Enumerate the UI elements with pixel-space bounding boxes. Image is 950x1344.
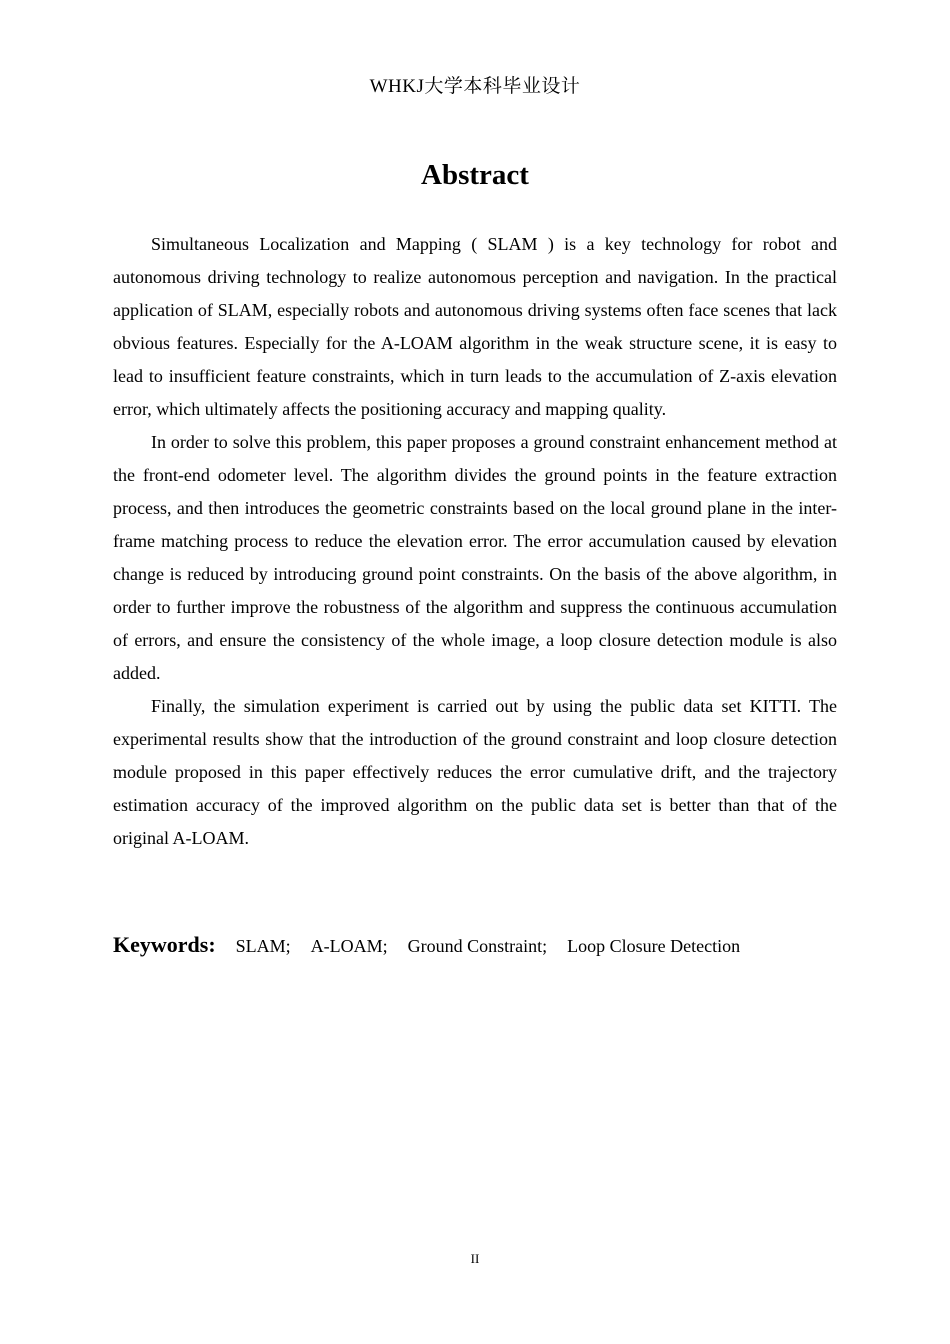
keyword-ground-constraint: Ground Constraint; <box>407 936 548 956</box>
abstract-title: Abstract <box>421 159 529 191</box>
keyword-loop-closure-detection: Loop Closure Detection <box>567 936 741 956</box>
abstract-paragraph-1: Simultaneous Localization and Mapping ( SLAM ) is a key technology for robot and autonomous driving technology to realize autonomous perception and navigation. In the practical application of SLAM, especially robots and autonomous driving systems often face scenes that lack obvious features. Especially for the A-LOAM algorithm in the weak structure scene, it is easy to lead to insufficient feature constraints, which in turn leads to the accumulation of Z-axis elevation error, which ultimately affects the positioning accuracy and mapping quality. <box>113 234 837 419</box>
abstract-body <box>113 228 837 855</box>
keywords-line <box>113 928 837 963</box>
running-header: WHKJ大学本科毕业设计 <box>369 76 581 97</box>
keyword-a-loam: A-LOAM; <box>310 936 388 956</box>
abstract-paragraph-2: In order to solve this problem, this paper proposes a ground constraint enhancement method at the front-end odometer level. The algorithm divides the ground points in the feature extraction process, and then introduces the geometric constraints based on the local ground plane in the inter-frame matching process to reduce the elevation error. The error accumulation caused by elevation change is reduced by introducing ground point constraints. On the basis of the above algorithm, in order to further improve the robustness of the algorithm and suppress the continuous accumulation of errors, and ensure the consistency of the whole image, a loop closure detection module is also added. <box>113 432 837 683</box>
keyword-slam: SLAM; <box>235 936 291 956</box>
page-number: II <box>470 1251 480 1266</box>
keywords-label: Keywords: <box>113 932 216 957</box>
abstract-paragraph-3: Finally, the simulation experiment is carried out by using the public data set KITTI. The experimental results show that the introduction of the ground constraint and loop closure detection module proposed in this paper effectively reduces the error cumulative drift, and the trajectory estimation accuracy of the improved algorithm on the public data set is better than that of the original A-LOAM. <box>113 696 837 848</box>
